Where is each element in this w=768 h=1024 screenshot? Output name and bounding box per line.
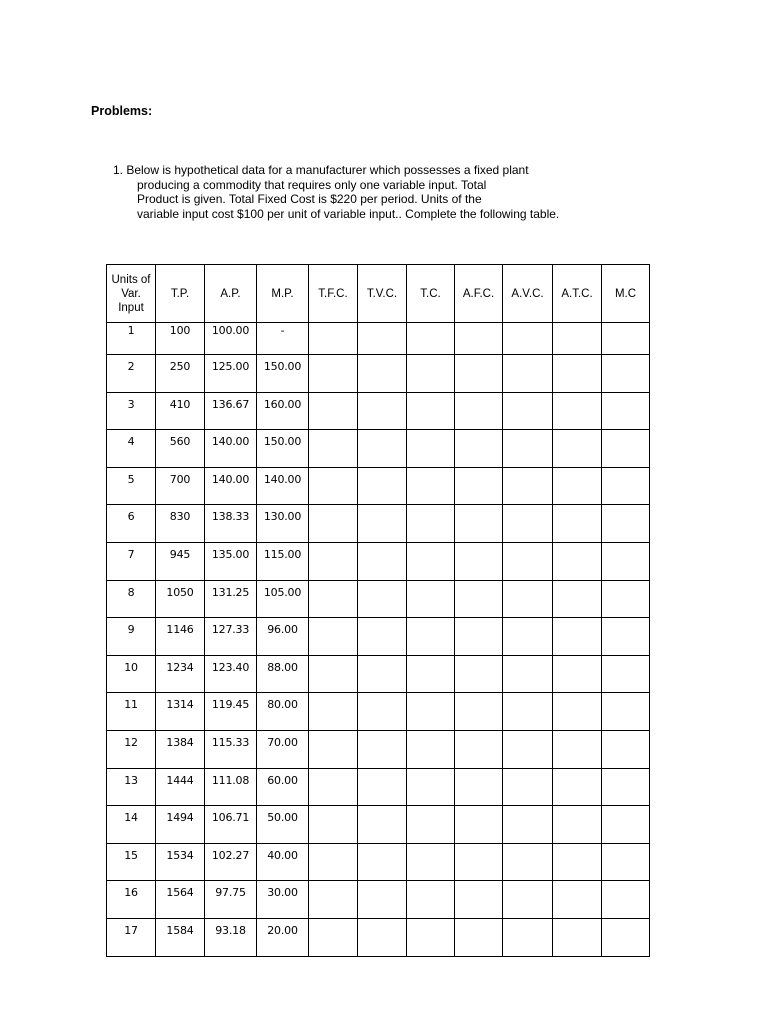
table-row (107, 467, 650, 505)
problem-statement (113, 163, 593, 221)
cell-tvc-blank (358, 323, 407, 355)
cell-afc-blank (455, 580, 503, 618)
cell-avc-blank (503, 693, 553, 731)
cell-mp: 88.00 (257, 655, 309, 693)
cell-tc-blank (407, 730, 455, 768)
table-row (107, 618, 650, 656)
cell-mc-blank (602, 542, 650, 580)
cell-mp: 70.00 (257, 730, 309, 768)
cell-mc-blank (602, 392, 650, 430)
header-tc: T.C. (407, 265, 455, 323)
cell-ap: 97.75 (205, 881, 257, 919)
cell-mc-blank (602, 430, 650, 468)
table-row (107, 881, 650, 919)
cell-tp: 830 (156, 505, 205, 543)
cell-ap: 140.00 (205, 430, 257, 468)
cell-mc-blank (602, 655, 650, 693)
cell-ap: 135.00 (205, 542, 257, 580)
cell-ap: 106.71 (205, 806, 257, 844)
header-avc: A.V.C. (503, 265, 553, 323)
table-row (107, 355, 650, 393)
cell-mc-blank (602, 467, 650, 505)
cell-avc-blank (503, 355, 553, 393)
cell-atc-blank (553, 505, 602, 543)
cell-tfc-blank (309, 730, 358, 768)
cell-ap: 127.33 (205, 618, 257, 656)
cell-units: 5 (107, 467, 156, 505)
cell-tc-blank (407, 693, 455, 731)
cell-units: 6 (107, 505, 156, 543)
cell-mc-blank (602, 918, 650, 956)
cell-tc-blank (407, 392, 455, 430)
cell-units: 7 (107, 542, 156, 580)
cell-mp: 30.00 (257, 881, 309, 919)
cell-ap: 123.40 (205, 655, 257, 693)
cell-atc-blank (553, 542, 602, 580)
table-row (107, 730, 650, 768)
cell-afc-blank (455, 806, 503, 844)
cell-avc-blank (503, 542, 553, 580)
cell-tc-blank (407, 505, 455, 543)
cell-tc-blank (407, 542, 455, 580)
cell-units: 14 (107, 806, 156, 844)
table-row (107, 655, 650, 693)
cell-afc-blank (455, 768, 503, 806)
cell-tfc-blank (309, 323, 358, 355)
cell-tfc-blank (309, 655, 358, 693)
cell-tp: 1050 (156, 580, 205, 618)
cell-tfc-blank (309, 881, 358, 919)
table-row (107, 693, 650, 731)
cell-ap: 140.00 (205, 467, 257, 505)
cell-tc-blank (407, 918, 455, 956)
table-row (107, 580, 650, 618)
cell-avc-blank (503, 430, 553, 468)
cell-mp: 140.00 (257, 467, 309, 505)
cell-tfc-blank (309, 580, 358, 618)
cell-tc-blank (407, 467, 455, 505)
table-row (107, 505, 650, 543)
cell-tp: 1314 (156, 693, 205, 731)
cell-mc-blank (602, 881, 650, 919)
cell-mc-blank (602, 693, 650, 731)
cell-mc-blank (602, 355, 650, 393)
cell-tc-blank (407, 355, 455, 393)
cell-tc-blank (407, 430, 455, 468)
header-atc: A.T.C. (553, 265, 602, 323)
cell-atc-blank (553, 730, 602, 768)
cell-mc-blank (602, 323, 650, 355)
cell-atc-blank (553, 355, 602, 393)
header-tvc: T.V.C. (358, 265, 407, 323)
cell-tvc-blank (358, 768, 407, 806)
cell-tvc-blank (358, 806, 407, 844)
cell-ap: 102.27 (205, 843, 257, 881)
cell-afc-blank (455, 618, 503, 656)
cell-ap: 115.33 (205, 730, 257, 768)
cell-mp: 40.00 (257, 843, 309, 881)
cell-mp: 130.00 (257, 505, 309, 543)
cell-tvc-blank (358, 843, 407, 881)
problem-line: producing a commodity that requires only one variable input. Total (137, 177, 487, 192)
cell-avc-blank (503, 655, 553, 693)
cell-atc-blank (553, 430, 602, 468)
cell-units: 13 (107, 768, 156, 806)
cell-tc-blank (407, 580, 455, 618)
cell-tfc-blank (309, 355, 358, 393)
cell-atc-blank (553, 655, 602, 693)
cell-afc-blank (455, 392, 503, 430)
cell-tp: 945 (156, 542, 205, 580)
cell-units: 4 (107, 430, 156, 468)
cell-avc-blank (503, 505, 553, 543)
cell-ap: 136.67 (205, 392, 257, 430)
cell-mp: 150.00 (257, 355, 309, 393)
cell-avc-blank (503, 618, 553, 656)
cell-afc-blank (455, 467, 503, 505)
cell-tp: 250 (156, 355, 205, 393)
cell-tc-blank (407, 768, 455, 806)
cell-tfc-blank (309, 768, 358, 806)
cell-mc-blank (602, 580, 650, 618)
cell-units: 16 (107, 881, 156, 919)
cell-mp: 96.00 (257, 618, 309, 656)
cell-afc-blank (455, 881, 503, 919)
cell-mc-blank (602, 806, 650, 844)
cell-tfc-blank (309, 542, 358, 580)
problem-line: Product is given. Total Fixed Cost is $220 per period. Units of the (137, 192, 482, 206)
table-header-row (107, 265, 650, 323)
cell-afc-blank (455, 655, 503, 693)
cell-tvc-blank (358, 355, 407, 393)
cell-tvc-blank (358, 430, 407, 468)
cell-afc-blank (455, 843, 503, 881)
cell-units: 1 (107, 323, 156, 355)
cell-mp: 50.00 (257, 806, 309, 844)
cell-tvc-blank (358, 618, 407, 656)
table-row (107, 768, 650, 806)
table-body (107, 323, 650, 957)
cell-mp: 115.00 (257, 542, 309, 580)
cell-tc-blank (407, 881, 455, 919)
cell-tfc-blank (309, 467, 358, 505)
cell-ap: 93.18 (205, 918, 257, 956)
cell-atc-blank (553, 881, 602, 919)
cell-afc-blank (455, 542, 503, 580)
cell-tvc-blank (358, 580, 407, 618)
table-row (107, 843, 650, 881)
cell-atc-blank (553, 323, 602, 355)
cell-tc-blank (407, 655, 455, 693)
cell-tp: 410 (156, 392, 205, 430)
table-row (107, 323, 650, 355)
cell-avc-blank (503, 843, 553, 881)
cell-atc-blank (553, 768, 602, 806)
cell-mp: - (257, 323, 309, 355)
table-row (107, 392, 650, 430)
cell-afc-blank (455, 355, 503, 393)
cell-tvc-blank (358, 505, 407, 543)
cell-mp: 20.00 (257, 918, 309, 956)
table-row (107, 430, 650, 468)
page-heading: Problems: (91, 104, 153, 118)
cell-units: 11 (107, 693, 156, 731)
problem-line: 1. Below is hypothetical data for a manufacturer which possesses a fixed plant (113, 163, 529, 177)
cell-tp: 1564 (156, 881, 205, 919)
cell-ap: 125.00 (205, 355, 257, 393)
cell-units: 10 (107, 655, 156, 693)
cell-tfc-blank (309, 392, 358, 430)
cell-tvc-blank (358, 881, 407, 919)
cell-units: 3 (107, 392, 156, 430)
cell-avc-blank (503, 467, 553, 505)
header-tfc: T.F.C. (309, 265, 358, 323)
cell-atc-blank (553, 918, 602, 956)
cell-avc-blank (503, 730, 553, 768)
cell-mp: 60.00 (257, 768, 309, 806)
header-ap: A.P. (205, 265, 257, 323)
cell-ap: 111.08 (205, 768, 257, 806)
cell-atc-blank (553, 580, 602, 618)
cell-tp: 100 (156, 323, 205, 355)
cell-mc-blank (602, 618, 650, 656)
cell-atc-blank (553, 392, 602, 430)
cell-afc-blank (455, 693, 503, 731)
cell-mp: 105.00 (257, 580, 309, 618)
cell-atc-blank (553, 693, 602, 731)
cell-avc-blank (503, 881, 553, 919)
cell-mp: 150.00 (257, 430, 309, 468)
cell-units: 8 (107, 580, 156, 618)
cell-afc-blank (455, 918, 503, 956)
cell-units: 15 (107, 843, 156, 881)
cell-tvc-blank (358, 655, 407, 693)
cell-tfc-blank (309, 505, 358, 543)
cell-tvc-blank (358, 918, 407, 956)
cell-avc-blank (503, 580, 553, 618)
cell-atc-blank (553, 618, 602, 656)
cell-mc-blank (602, 768, 650, 806)
cell-tc-blank (407, 806, 455, 844)
cell-tvc-blank (358, 693, 407, 731)
header-units-var-input: Units of Var. Input (107, 265, 156, 323)
cell-afc-blank (455, 505, 503, 543)
cost-table (106, 264, 650, 957)
header-afc: A.F.C. (455, 265, 503, 323)
table-row (107, 918, 650, 956)
cell-tc-blank (407, 323, 455, 355)
cell-avc-blank (503, 918, 553, 956)
cell-tvc-blank (358, 392, 407, 430)
cell-tfc-blank (309, 843, 358, 881)
header-mp: M.P. (257, 265, 309, 323)
cell-tp: 1534 (156, 843, 205, 881)
cell-mc-blank (602, 730, 650, 768)
cell-tfc-blank (309, 806, 358, 844)
cell-mc-blank (602, 843, 650, 881)
cell-mp: 160.00 (257, 392, 309, 430)
cell-mp: 80.00 (257, 693, 309, 731)
cell-tp: 1444 (156, 768, 205, 806)
cell-afc-blank (455, 323, 503, 355)
cell-tp: 700 (156, 467, 205, 505)
cell-atc-blank (553, 806, 602, 844)
cell-tfc-blank (309, 693, 358, 731)
cell-avc-blank (503, 806, 553, 844)
header-mc: M.C (602, 265, 650, 323)
cell-tvc-blank (358, 542, 407, 580)
cell-mc-blank (602, 505, 650, 543)
cell-avc-blank (503, 392, 553, 430)
table-row (107, 806, 650, 844)
cell-tvc-blank (358, 730, 407, 768)
cell-ap: 131.25 (205, 580, 257, 618)
header-tp: T.P. (156, 265, 205, 323)
cell-units: 12 (107, 730, 156, 768)
cell-tfc-blank (309, 618, 358, 656)
problem-line: variable input cost $100 per unit of variable input.. Complete the following table. (137, 206, 560, 221)
cell-ap: 138.33 (205, 505, 257, 543)
cell-units: 17 (107, 918, 156, 956)
cell-tfc-blank (309, 430, 358, 468)
cell-tp: 1494 (156, 806, 205, 844)
cell-tp: 1584 (156, 918, 205, 956)
cell-afc-blank (455, 730, 503, 768)
cell-tc-blank (407, 843, 455, 881)
cell-ap: 100.00 (205, 323, 257, 355)
cell-atc-blank (553, 467, 602, 505)
cell-tc-blank (407, 618, 455, 656)
cell-units: 2 (107, 355, 156, 393)
cell-tp: 560 (156, 430, 205, 468)
cell-avc-blank (503, 323, 553, 355)
cell-tp: 1234 (156, 655, 205, 693)
cell-avc-blank (503, 768, 553, 806)
cell-ap: 119.45 (205, 693, 257, 731)
cell-tvc-blank (358, 467, 407, 505)
cell-afc-blank (455, 430, 503, 468)
cell-atc-blank (553, 843, 602, 881)
cell-tp: 1384 (156, 730, 205, 768)
cell-tfc-blank (309, 918, 358, 956)
cell-units: 9 (107, 618, 156, 656)
table-row (107, 542, 650, 580)
cell-tp: 1146 (156, 618, 205, 656)
